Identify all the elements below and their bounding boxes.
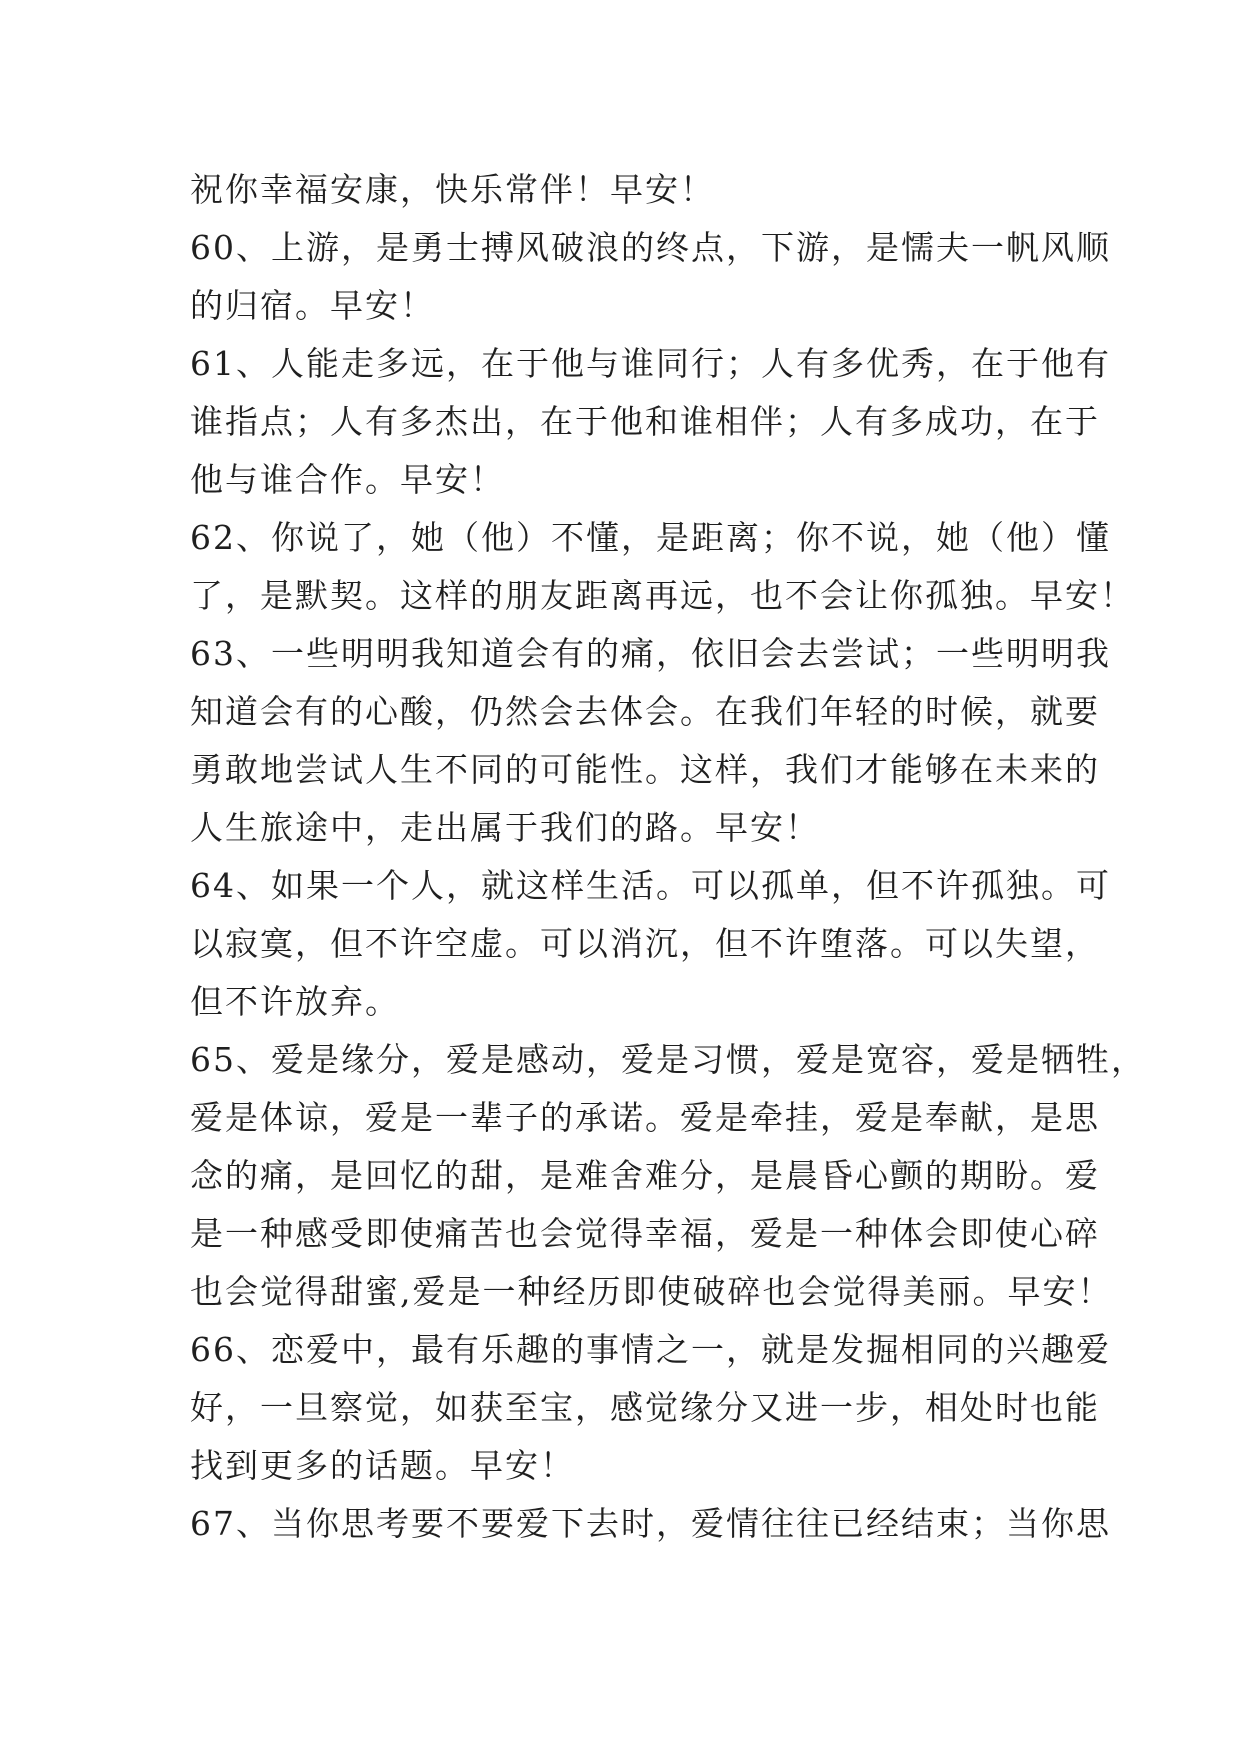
text-line: 63、一些明明我知道会有的痛，依旧会去尝试；一些明明我 <box>190 634 1111 673</box>
text-line: 他与谁合作。早安！ <box>190 460 505 499</box>
text-line: 了，是默契。这样的朋友距离再远，也不会让你孤独。早安！ <box>190 576 1135 615</box>
document-body <box>190 161 1146 1553</box>
text-line: 念的痛，是回忆的甜，是难舍难分，是晨昏心颤的期盼。爱 <box>190 1156 1100 1195</box>
text-line: 的归宿。早安！ <box>190 286 435 325</box>
text-line: 知道会有的心酸，仍然会去体会。在我们年轻的时候，就要 <box>190 692 1100 731</box>
text-line: 以寂寞，但不许空虚。可以消沉，但不许堕落。可以失望， <box>190 924 1100 963</box>
text-line: 人生旅途中，走出属于我们的路。早安！ <box>190 808 820 847</box>
text-line: 勇敢地尝试人生不同的可能性。这样，我们才能够在未来的 <box>190 750 1100 789</box>
text-line: 67、当你思考要不要爱下去时，爱情往往已经结束；当你思 <box>190 1504 1111 1543</box>
text-line: 64、如果一个人，就这样生活。可以孤单，但不许孤独。可 <box>190 866 1111 905</box>
text-line: 也会觉得甜蜜,爱是一种经历即使破碎也会觉得美丽。早安！ <box>190 1272 1113 1311</box>
text-line: 谁指点；人有多杰出，在于他和谁相伴；人有多成功，在于 <box>190 402 1100 441</box>
text-line: 找到更多的话题。早安！ <box>190 1446 575 1485</box>
text-line: 60、上游，是勇士搏风破浪的终点，下游，是懦夫一帆风顺 <box>190 228 1111 267</box>
text-line: 祝你幸福安康，快乐常伴！早安！ <box>190 170 715 209</box>
text-line: 是一种感受即使痛苦也会觉得幸福，爱是一种体会即使心碎 <box>190 1214 1100 1253</box>
text-line: 65、爱是缘分，爱是感动，爱是习惯，爱是宽容，爱是牺牲， <box>190 1040 1146 1079</box>
text-line: 但不许放弃。 <box>190 982 400 1021</box>
text-line: 66、恋爱中，最有乐趣的事情之一，就是发掘相同的兴趣爱 <box>190 1330 1111 1369</box>
text-line: 爱是体谅，爱是一辈子的承诺。爱是牵挂，爱是奉献，是思 <box>190 1098 1100 1137</box>
text-line: 好，一旦察觉，如获至宝，感觉缘分又进一步，相处时也能 <box>190 1388 1100 1427</box>
text-line: 62、你说了，她（他）不懂，是距离；你不说，她（他）懂 <box>190 518 1111 557</box>
text-line: 61、人能走多远，在于他与谁同行；人有多优秀，在于他有 <box>190 344 1111 383</box>
